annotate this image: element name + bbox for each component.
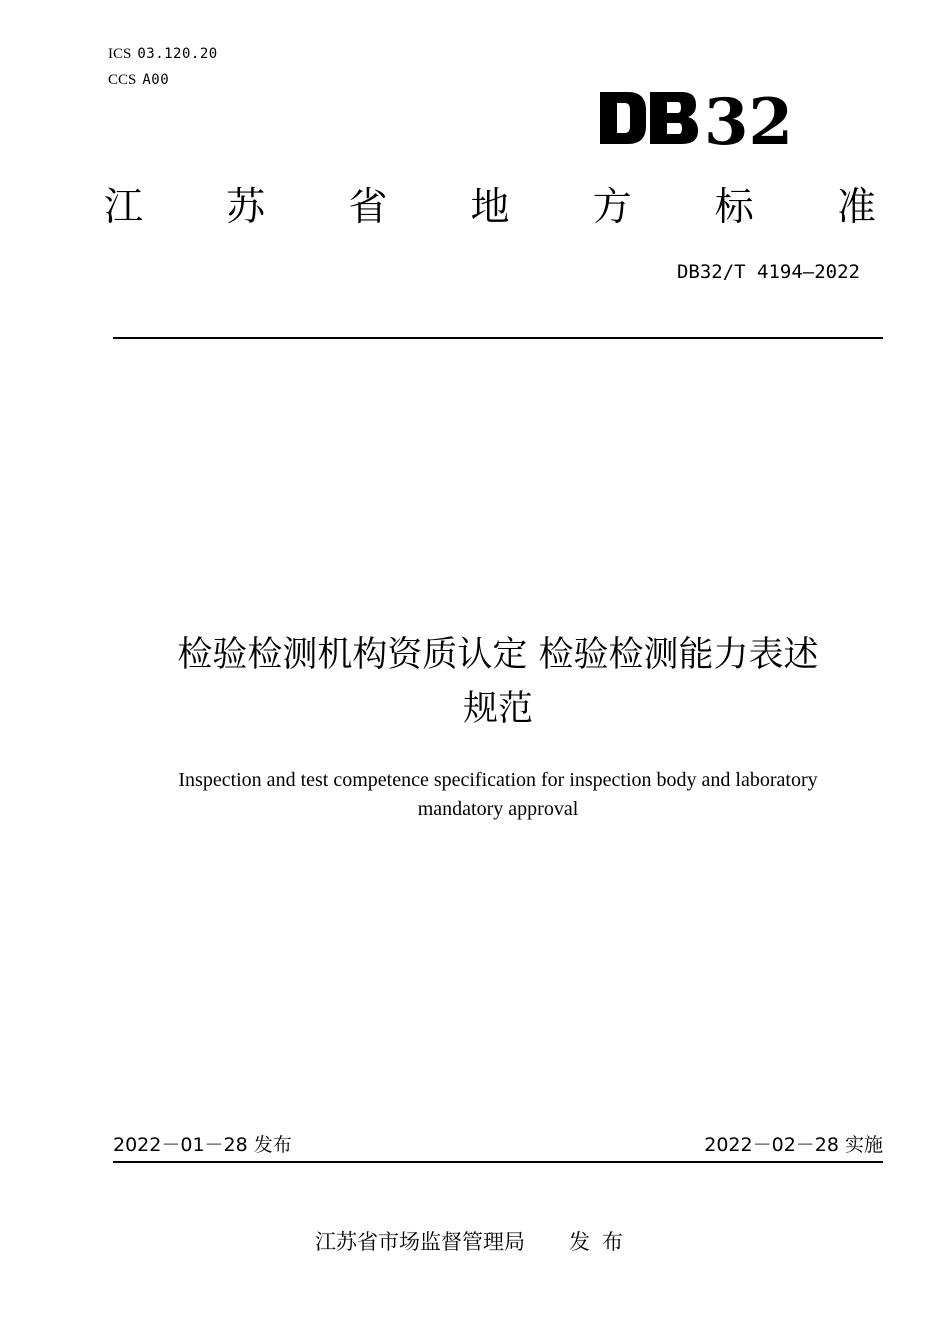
standard-type-char: 地 — [470, 185, 510, 230]
standard-type-char: 方 — [592, 185, 632, 230]
logo-digits: 32 — [704, 88, 794, 148]
standard-type-char: 准 — [836, 185, 876, 230]
publisher-line — [0, 1228, 950, 1256]
db32-logo — [598, 88, 812, 148]
publisher-action: 发布 — [569, 1230, 635, 1254]
standard-number: DB32/T 4194—2022 — [676, 261, 860, 283]
chinese-title — [80, 628, 916, 736]
standard-type-char: 省 — [348, 185, 388, 230]
standard-type-char: 江 — [104, 185, 144, 230]
logo-letter-d — [600, 92, 646, 144]
chinese-title-line-2: 规范 — [462, 689, 533, 729]
ccs-line — [108, 71, 169, 89]
ccs-label: CCS — [108, 72, 137, 88]
ccs-code: A00 — [142, 72, 170, 88]
issue-date: 2022－01－28 发布 — [113, 1134, 292, 1156]
ics-code: 03.120.20 — [137, 46, 218, 62]
ics-label: ICS — [108, 46, 132, 62]
chinese-title-line-1: 检验检测机构资质认定 检验检测能力表述 — [177, 635, 819, 675]
english-title-line-1: Inspection and test competence specification for inspection body and laboratory — [178, 769, 818, 791]
english-title-line-2: mandatory approval — [417, 798, 579, 820]
standard-type-char: 标 — [714, 185, 754, 230]
english-title — [100, 766, 896, 824]
standard-type-heading — [104, 183, 876, 233]
implementation-date: 2022－02－28 实施 — [704, 1134, 883, 1156]
logo-letter-b — [650, 92, 698, 144]
footer-divider — [113, 1161, 883, 1163]
publisher-name: 江苏省市场监督管理局 — [315, 1230, 525, 1254]
standard-type-char: 苏 — [226, 185, 266, 230]
header-divider — [113, 337, 883, 339]
ics-line — [108, 45, 218, 63]
